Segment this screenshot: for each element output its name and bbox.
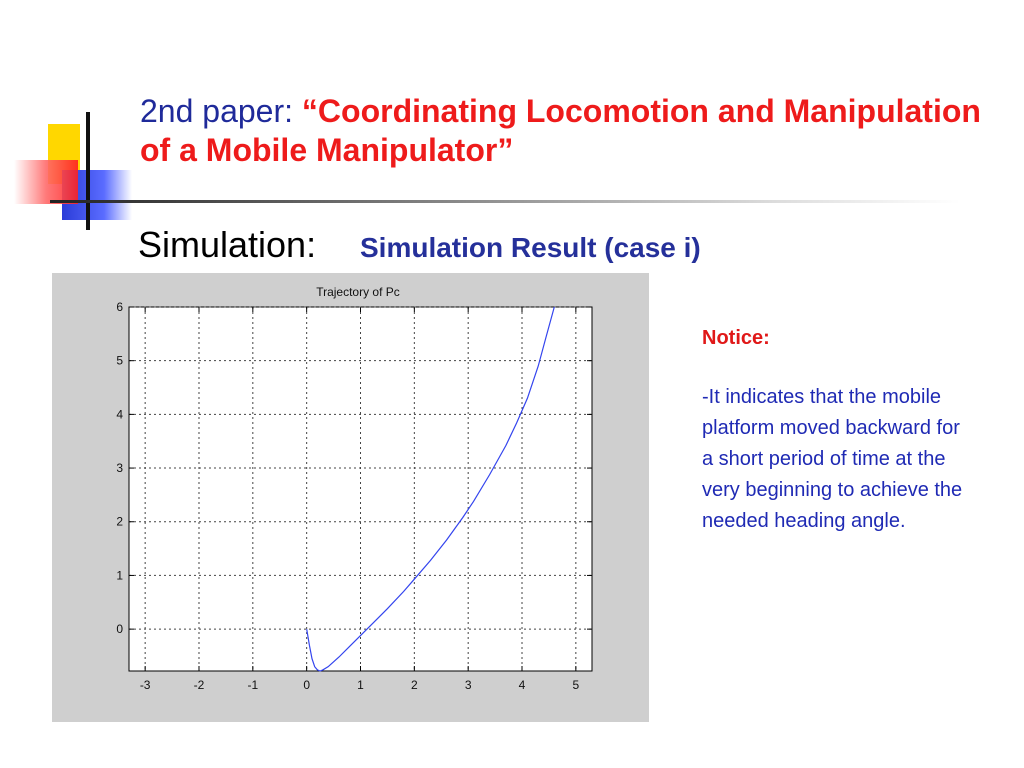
x-tick-label: 3 (464, 678, 472, 692)
y-tick-label: 4 (116, 407, 123, 422)
title-prefix: 2nd paper: (140, 93, 302, 129)
chart-title: Trajectory of Pc (316, 285, 400, 299)
x-tick-label: -2 (193, 678, 205, 692)
notice-body: -It indicates that the mobile platform moved backward for a short period of time at the very beginning to achieve the needed heading angle. (702, 386, 963, 532)
y-tick-label: 5 (116, 353, 123, 368)
x-tick-label: 4 (518, 678, 526, 692)
simulation-label: Simulation: (138, 224, 317, 265)
x-tick-label: -1 (247, 678, 259, 692)
title-emphasis: “Coordinating Locomotion and Manipulation of a Mobile Manipulator” (140, 93, 981, 169)
x-tick-label: -3 (139, 678, 151, 692)
y-tick-label: 1 (116, 568, 123, 583)
x-tick-label: 5 (572, 678, 580, 692)
y-tick-label: 6 (116, 300, 123, 314)
x-tick-label: 1 (357, 678, 364, 692)
y-tick-label: 3 (116, 461, 123, 476)
notice-panel (702, 323, 972, 537)
notice-spacer (702, 354, 972, 382)
notice-heading: Notice: (702, 327, 770, 349)
x-tick-label: 2 (410, 678, 418, 692)
y-tick-label: 0 (116, 622, 123, 637)
simulation-result-heading: Simulation Result (case i) (360, 232, 701, 263)
y-tick-label: 2 (116, 514, 123, 529)
x-tick-label: 0 (303, 678, 311, 692)
